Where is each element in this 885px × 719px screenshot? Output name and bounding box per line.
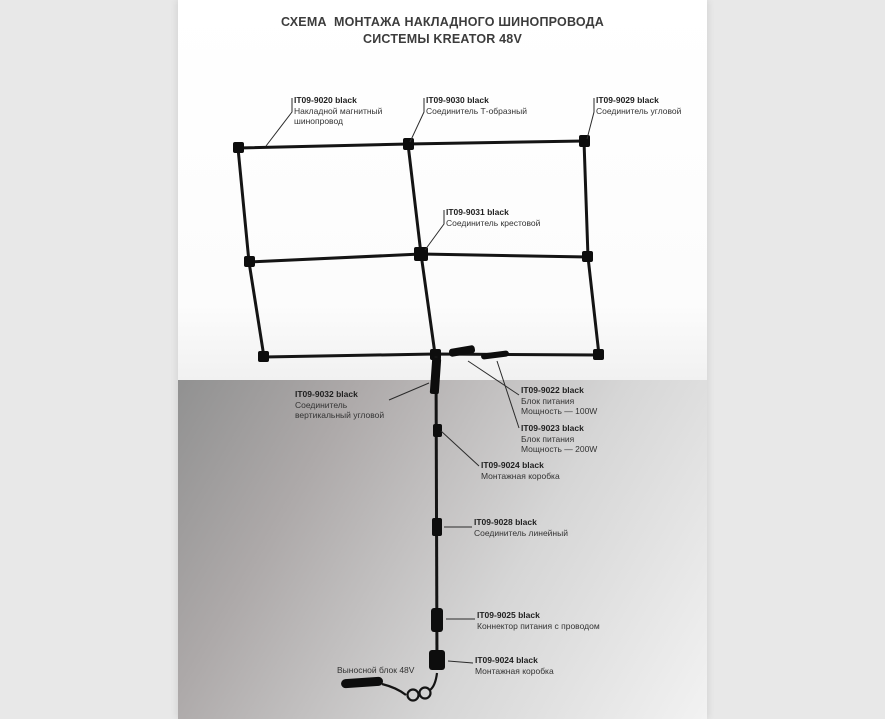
label-power-supply-100w xyxy=(521,385,597,417)
part-code: IT09-9022 black xyxy=(521,385,584,395)
label-external-unit: Выносной блок 48V xyxy=(337,665,415,675)
label-t-connector xyxy=(426,95,527,116)
label-magnetic-track xyxy=(294,95,382,127)
title-line-1: СХЕМА МОНТАЖА НАКЛАДНОГО ШИНОПРОВОДА xyxy=(281,15,604,29)
part-code: IT09-9025 black xyxy=(477,610,540,620)
title-line-2: СИСТЕМЫ KREATOR 48V xyxy=(363,32,522,46)
part-desc: Монтажная коробка xyxy=(481,470,560,481)
part-code: IT09-9031 black xyxy=(446,207,509,217)
part-desc: Соединитель линейный xyxy=(474,527,568,538)
ceiling-area xyxy=(178,0,707,380)
part-desc: Мощность — 200W xyxy=(521,444,598,454)
part-desc: Соединитель крестовой xyxy=(446,217,541,228)
part-desc: Мощность — 100W xyxy=(521,406,598,416)
part-code: IT09-9024 black xyxy=(475,655,538,665)
part-code: IT09-9029 black xyxy=(596,95,659,105)
label-corner-connector xyxy=(596,95,681,116)
label-vertical-corner-connector xyxy=(295,389,384,421)
label-power-cord-connector xyxy=(477,610,600,631)
part-desc: Накладной магнитный xyxy=(294,105,383,116)
label-linear-connector xyxy=(474,517,568,538)
part-desc: Монтажная коробка xyxy=(475,665,554,676)
part-code: IT09-9024 black xyxy=(481,460,544,470)
label-mounting-box-upper xyxy=(481,460,560,481)
part-code: IT09-9020 black xyxy=(294,95,357,105)
part-code: IT09-9032 black xyxy=(295,389,358,399)
part-code: IT09-9030 black xyxy=(426,95,489,105)
part-desc: Соединитель угловой xyxy=(596,105,682,116)
part-code: IT09-9028 black xyxy=(474,517,537,527)
diagram-title xyxy=(178,14,707,48)
part-desc: Соединитель xyxy=(295,399,348,410)
part-desc: Блок питания xyxy=(521,395,575,406)
part-desc: Коннектор питания с проводом xyxy=(477,620,600,631)
label-cross-connector xyxy=(446,207,540,228)
part-code: IT09-9023 black xyxy=(521,423,584,433)
part-desc: шинопровод xyxy=(294,116,343,126)
part-desc: вертикальный угловой xyxy=(295,410,385,420)
part-desc: Блок питания xyxy=(521,433,575,444)
label-mounting-box-lower xyxy=(475,655,554,676)
part-desc: Соединитель Т-образный xyxy=(426,105,527,116)
label-power-supply-200w xyxy=(521,423,597,455)
wall-area xyxy=(178,380,707,719)
